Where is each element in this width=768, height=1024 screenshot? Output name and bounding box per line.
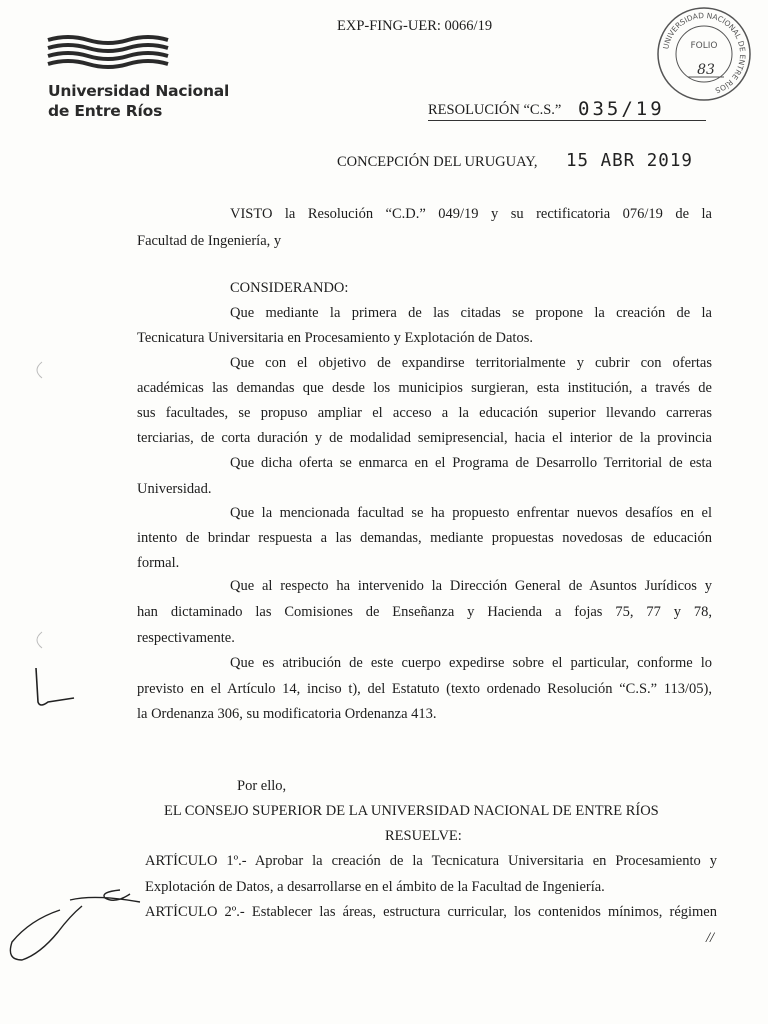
resolucion-number: 035/19: [578, 98, 665, 120]
considerando-heading: CONSIDERANDO:: [230, 280, 349, 296]
article-1-line-2: Explotación de Datos, a desarrollarse en el ámbito de la Facultad de Ingeniería.: [145, 879, 605, 895]
continuation-mark: //: [706, 930, 715, 946]
paragraph-5-line-2: han dictaminado las Comisiones de Enseñanza y Hacienda a fojas 75, 77 y 78,: [137, 604, 712, 620]
folio-stamp: [652, 4, 756, 104]
fold-mark: [30, 360, 44, 380]
paragraph-6-line-3: la Ordenanza 306, su modificatoria Ordenanza 413.: [137, 706, 437, 722]
paragraph-4-line-2: intento de brindar respuesta a las demandas, mediante propuestas novedosas de educación: [137, 530, 712, 546]
paragraph-4-line-3: formal.: [137, 555, 180, 571]
article-1-line-1: ARTÍCULO 1º.- Aprobar la creación de la Tecnicatura Universitaria en Procesamiento y: [145, 853, 717, 869]
handwritten-initial-mark: [28, 664, 78, 710]
paragraph-2-line-4: terciarias, de corta duración y de modalidad semipresencial, hacia el interior de la provincia: [137, 430, 712, 446]
paragraph-2-line-2: académicas las demandas que desde los municipios surgieran, esta institución, a través de: [137, 380, 712, 396]
logo-university-line1: Universidad Nacional: [48, 82, 230, 100]
paragraph-2-line-1: Que con el objetivo de expandirse territorialmente y cubrir con ofertas: [230, 355, 712, 371]
fold-mark: [30, 630, 44, 650]
resolucion-label: RESOLUCIÓN “C.S.”: [428, 102, 562, 118]
resuelve-heading: RESUELVE:: [385, 828, 462, 844]
place: CONCEPCIÓN DEL URUGUAY,: [337, 154, 538, 170]
stamp-ring-text: UNIVERSIDAD NACIONAL DE ENTRE RÍOS: [661, 10, 748, 96]
paragraph-3-line-2: Universidad.: [137, 481, 212, 497]
paragraph-4-line-1: Que la mencionada facultad se ha propuesto enfrentar nuevos desafíos en el: [230, 505, 712, 521]
handwritten-signature: [0, 880, 150, 980]
paragraph-2-line-3: sus facultades, se propuso ampliar el acceso a la educación superior llevando carreras: [137, 405, 712, 421]
university-logo-waves: [46, 34, 176, 74]
paragraph-6-line-1: Que es atribución de este cuerpo expedirse sobre el particular, conforme lo: [230, 655, 712, 671]
expediente-number: EXP-FING-UER: 0066/19: [337, 18, 493, 34]
paragraph-6-line-2: previsto en el Artículo 14, inciso t), del Estatuto (texto ordenado Resolución “C.S.” 113/05),: [137, 681, 712, 697]
paragraph-1-line-2: Tecnicatura Universitaria en Procesamiento y Explotación de Datos.: [137, 330, 533, 346]
visto-line-1: VISTO la Resolución “C.D.” 049/19 y su rectificatoria 076/19 de la: [230, 206, 712, 222]
paragraph-3-line-1: Que dicha oferta se enmarca en el Programa de Desarrollo Territorial de esta: [230, 455, 712, 471]
paragraph-1-line-1: Que mediante la primera de las citadas se propone la creación de la: [230, 305, 712, 321]
por-ello: Por ello,: [237, 778, 287, 794]
visto-line-2: Facultad de Ingeniería, y: [137, 233, 282, 249]
consejo-superior-heading: EL CONSEJO SUPERIOR DE LA UNIVERSIDAD NACIONAL DE ENTRE RÍOS: [164, 803, 659, 819]
stamp-folio-label: FOLIO: [690, 41, 718, 51]
paragraph-5-line-1: Que al respecto ha intervenido la Dirección General de Asuntos Jurídicos y: [230, 578, 712, 594]
article-2-line-1: ARTÍCULO 2º.- Establecer las áreas, estructura curricular, los contenidos mínimos, régimen: [145, 904, 717, 920]
resolucion-underline: [428, 120, 706, 121]
logo-university-line2: de Entre Ríos: [48, 102, 163, 120]
stamp-folio-number: 83: [697, 62, 715, 78]
date-stamp: 15 ABR 2019: [566, 151, 693, 171]
paragraph-5-line-3: respectivamente.: [137, 630, 235, 646]
